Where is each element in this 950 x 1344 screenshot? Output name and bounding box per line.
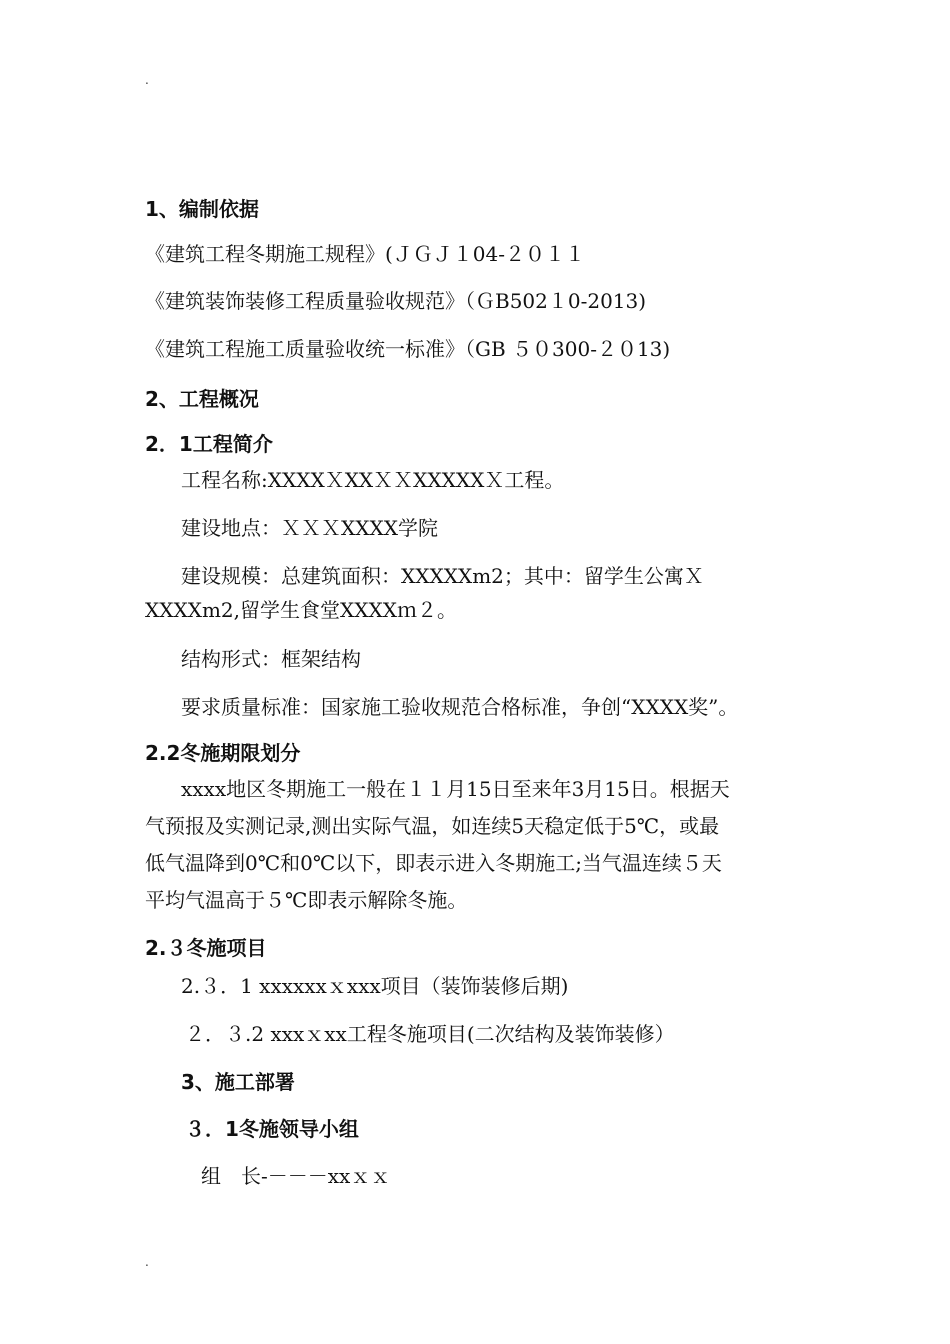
winter-item-1: 2.３．1 xxxxxxｘxxx项目（装饰装修后期) (181, 974, 569, 998)
reference-1: 《建筑工程冬期施工规程》(ＪＧＪ１04-２０１１ (145, 242, 586, 266)
period-line-3: 低气温降到0℃和0℃以下，即表示进入冬期施工;当气温连续５天 (145, 851, 722, 875)
subsection-heading-leadership: ３．1冬施领导小组 (185, 1117, 359, 1141)
project-location: 建设地点：ＸＸＸXXXX学院 (181, 516, 438, 540)
period-line-4: 平均气温高于５℃即表示解除冬施。 (145, 888, 468, 912)
project-scale-line2: XXXXm2,留学生食堂XXXXｍ２。 (145, 598, 457, 622)
document-body (145, 195, 825, 1190)
winter-item-2: ２．３.2 xxxｘxx工程冬施项目(二次结构及装饰装修） (185, 1022, 675, 1046)
subsection-heading-intro: 2．1工程简介 (145, 432, 273, 456)
team-leader: 组 长-－－－xxｘｘ (201, 1164, 391, 1188)
subsection-heading-items: 2.３冬施项目 (145, 936, 267, 960)
section-heading-deployment: 3、施工部署 (181, 1070, 295, 1094)
period-line-2: 气预报及实测记录,测出实际气温，如连续5天稳定低于5℃，或最 (145, 814, 720, 838)
project-scale-line1: 建设规模：总建筑面积：XXXXXm2；其中：留学生公寓Ｘ (181, 564, 704, 588)
subsection-heading-period: 2.2冬施期限划分 (145, 741, 301, 765)
project-structure: 结构形式：框架结构 (181, 647, 361, 671)
project-name: 工程名称:XXXXＸXXＸＸXXXXXＸ工程。 (181, 468, 565, 492)
page-marker-bottom: . (145, 1255, 149, 1269)
page-marker-top: . (145, 73, 149, 87)
section-heading-overview: 2、工程概况 (145, 387, 259, 411)
section-heading-basis: 1、编制依据 (145, 197, 259, 221)
project-quality: 要求质量标准：国家施工验收规范合格标准，争创“XXXX奖”。 (181, 695, 739, 719)
period-line-1: xxxx地区冬期施工一般在１１月15日至来年3月15日。根据天 (181, 777, 730, 801)
reference-2: 《建筑装饰装修工程质量验收规范》（ＧB502１0-2013) (145, 289, 647, 313)
reference-3: 《建筑工程施工质量验收统一标准》（GB ５０300-２０13) (145, 337, 671, 361)
